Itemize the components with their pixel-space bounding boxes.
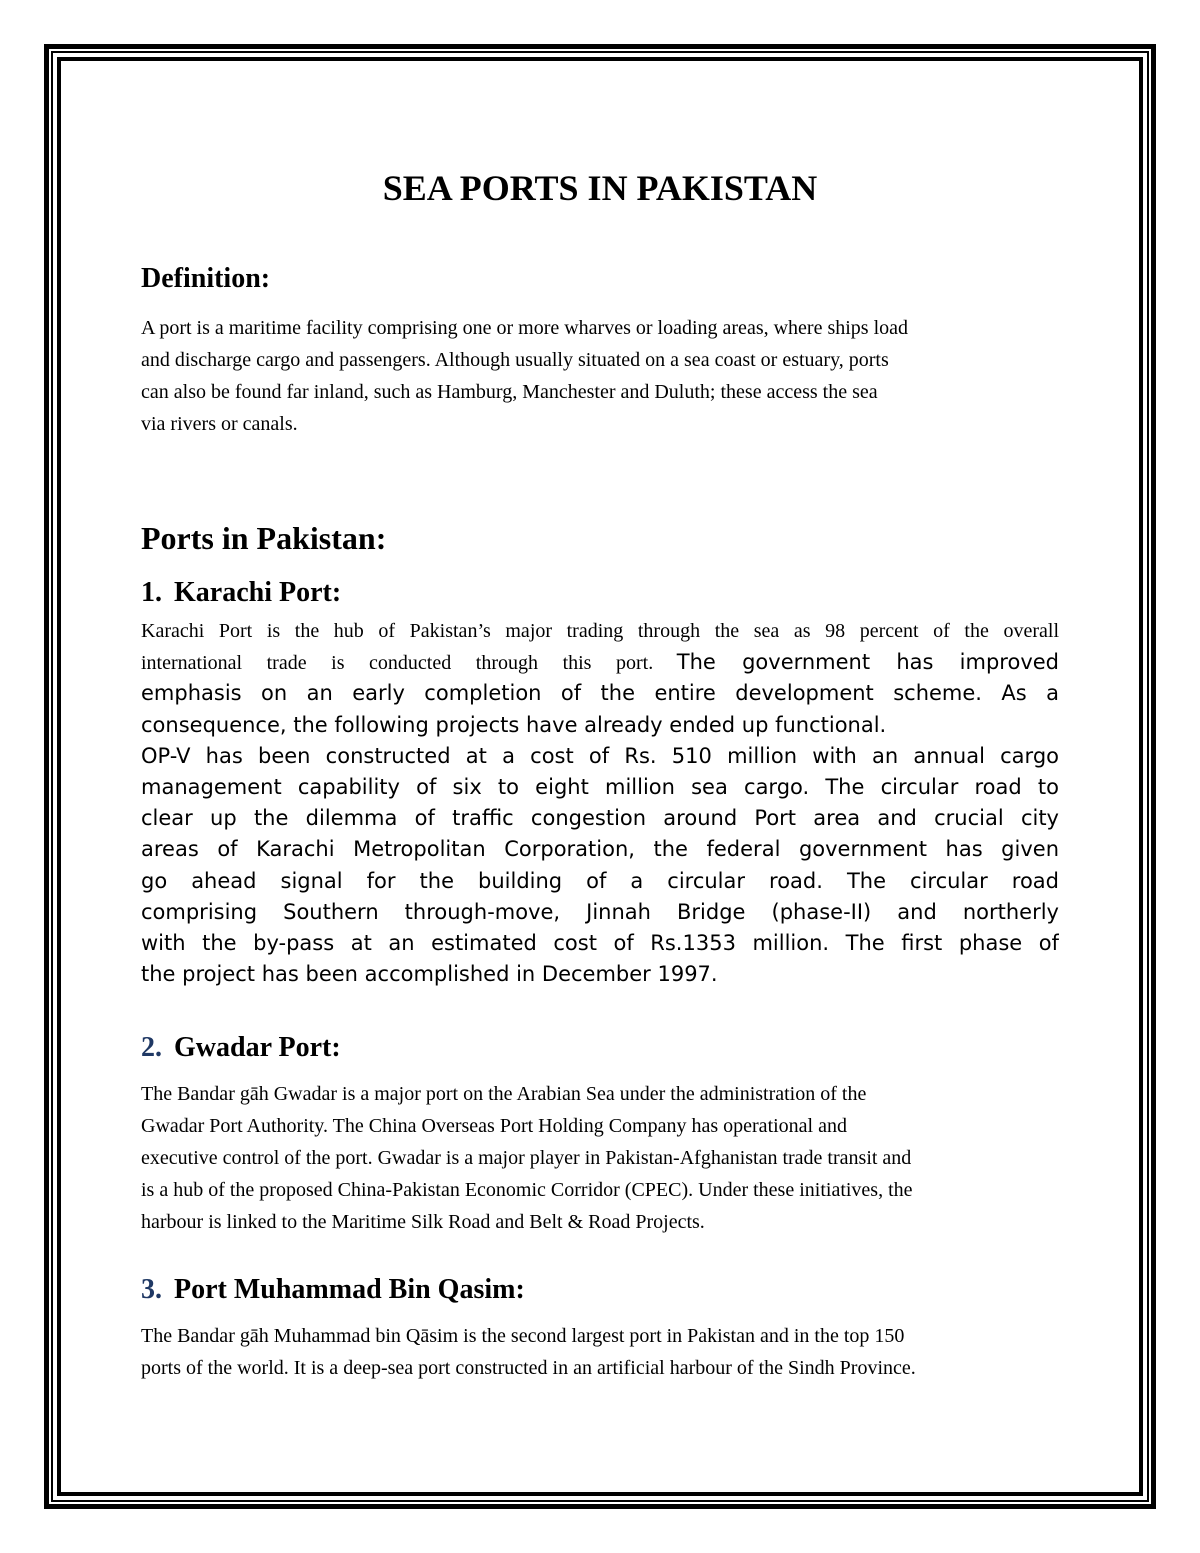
karachi-line: comprising Southern through-move, Jinnah Bridge (phase-II) and northerly xyxy=(141,899,1059,924)
ports-heading: Ports in Pakistan: xyxy=(141,520,387,556)
qasim-heading xyxy=(141,1272,525,1308)
qasim-line: The Bandar gāh Muhammad bin Qāsim is the second largest port in Pakistan and in the top 150 xyxy=(141,1325,905,1347)
karachi-line-serif-part: international trade is conducted through this port. xyxy=(141,652,654,675)
gwadar-line: executive control of the port. Gwadar is a major player in Pakistan-Afghanistan trade transit and xyxy=(141,1147,912,1169)
karachi-line: emphasis on an early completion of the entire development scheme. As a xyxy=(141,681,1059,706)
page-title: SEA PORTS IN PAKISTAN xyxy=(382,168,818,209)
qasim-paragraph xyxy=(141,1320,916,1384)
definition-line: A port is a maritime facility comprising one or more wharves or loading areas, where ships load xyxy=(141,317,909,339)
definition-line: can also be found far inland, such as Hamburg, Manchester and Duluth; these access the sea xyxy=(141,381,878,403)
definition-paragraph xyxy=(141,312,908,440)
karachi-title: Karachi Port: xyxy=(174,577,342,608)
gwadar-line: Gwadar Port Authority. The China Overseas Port Holding Company has operational and xyxy=(141,1115,847,1137)
karachi-line: areas of Karachi Metropolitan Corporation, the federal government has given xyxy=(141,837,1059,862)
karachi-line: OP-V has been constructed at a cost of Rs. 510 million with an annual cargo xyxy=(141,743,1059,768)
definition-line: via rivers or canals. xyxy=(141,413,298,435)
qasim-line: ports of the world. It is a deep-sea port constructed in an artificial harbour of the Sindh Province. xyxy=(141,1357,916,1379)
karachi-line: Karachi Port is the hub of Pakistan’s major trading through the sea as 98 percent of the overall xyxy=(141,620,1059,642)
gwadar-paragraph xyxy=(141,1078,913,1238)
gwadar-heading xyxy=(141,1030,341,1066)
gwadar-line: harbour is linked to the Maritime Silk Road and Belt & Road Projects. xyxy=(141,1211,705,1233)
karachi-line: consequence, the following projects have already ended up functional. xyxy=(141,712,887,737)
karachi-number: 1. xyxy=(141,577,162,608)
karachi-line-mixed xyxy=(141,647,1059,678)
gwadar-line: The Bandar gāh Gwadar is a major port on the Arabian Sea under the administration of the xyxy=(141,1083,867,1105)
gwadar-number: 2. xyxy=(141,1032,162,1063)
karachi-line-sans-part: The government has improved xyxy=(676,650,1059,675)
karachi-line: go ahead signal for the building of a circular road. The circular road xyxy=(141,868,1059,893)
karachi-line: the project has been accomplished in December 1997. xyxy=(141,962,718,987)
qasim-title: Port Muhammad Bin Qasim: xyxy=(174,1274,525,1305)
gwadar-title: Gwadar Port: xyxy=(174,1032,341,1063)
definition-line: and discharge cargo and passengers. Although usually situated on a sea coast or estuary, ports xyxy=(141,349,889,371)
karachi-heading xyxy=(141,575,341,611)
karachi-paragraph xyxy=(141,616,1059,990)
karachi-line: with the by-pass at an estimated cost of Rs.1353 million. The first phase of xyxy=(141,930,1059,955)
karachi-line: clear up the dilemma of traffic congestion around Port area and crucial city xyxy=(141,806,1059,831)
definition-heading: Definition: xyxy=(141,263,271,294)
qasim-number: 3. xyxy=(141,1274,162,1305)
karachi-line: management capability of six to eight million sea cargo. The circular road to xyxy=(141,774,1059,799)
gwadar-line: is a hub of the proposed China-Pakistan Economic Corridor (CPEC). Under these initiatives, the xyxy=(141,1179,913,1201)
